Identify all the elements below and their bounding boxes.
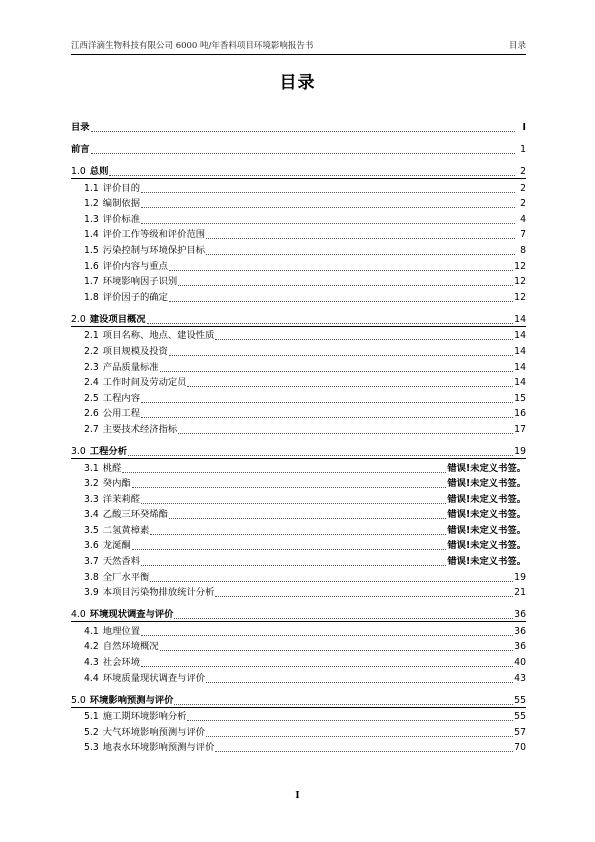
toc-entry-number: 2.7 [84,423,99,435]
toc-section-entry[interactable] [71,288,526,304]
toc-entry-page: 8 [520,244,526,256]
toc-entry-number: 4.1 [84,625,99,637]
toc-entry-page: 错误!未定义书签。 [447,540,526,552]
toc-entry-label: 公用工程 [102,408,140,420]
toc-section-entry[interactable] [71,195,526,211]
toc-entry-label: 洋茉莉醛 [102,493,140,505]
toc-section-entry[interactable] [71,537,526,553]
toc-entry-page: 14 [514,313,526,325]
toc-dot-leader [147,312,514,324]
toc-entry-number: 2.4 [84,377,99,389]
toc-entry-label: 施工期环境影响分析 [102,711,187,723]
toc-entry-number: 5.0 [71,694,86,706]
page-title: 目录 [279,73,316,93]
toc-entry-page: 57 [514,726,526,738]
toc-section-entry[interactable] [71,420,526,436]
toc-entry-label: 环境影响预测与评价 [89,694,174,706]
toc-section-entry[interactable] [71,358,526,374]
toc-entry-number: 2.3 [84,361,99,373]
toc-section-entry[interactable] [71,568,526,584]
toc-entry-label: 评价因子的确定 [102,291,168,303]
toc-section-entry[interactable] [71,521,526,537]
toc-entry-number: 3.7 [84,556,99,568]
toc-entry-number: 1.0 [71,166,86,177]
toc-entry-number: 3.0 [71,445,86,457]
toc-entry-page: 15 [514,392,526,404]
toc-entry-number: 1.1 [84,182,99,194]
toc-dot-leader [91,120,515,132]
toc-dot-leader [174,607,513,619]
toc-dot-leader [141,554,446,566]
toc-entry-page: 错误!未定义书签。 [447,509,526,521]
toc-entry-number: 2.1 [84,330,99,342]
toc-entry-label: 工程内容 [102,392,140,404]
header-document-title: 江西洋滴生物科技有限公司 6000 吨/年香料项目环境影响报告书 [71,41,314,51]
toc-entry-label: 环境影响因子识别 [102,276,178,288]
toc-entry-page: 7 [520,229,526,241]
toc-entry-page: 12 [514,260,526,272]
toc-section-entry[interactable] [71,257,526,273]
toc-entry-page: 36 [514,641,526,653]
page-number: I [295,791,300,801]
toc-entry-label: 乙酸三环癸烯酯 [102,509,168,521]
toc-entry-number: 3.5 [84,524,99,536]
toc-dot-leader [150,523,446,535]
toc-entry-number: 1.2 [84,198,99,210]
toc-dot-leader [215,585,513,597]
toc-chapter-entry[interactable] [71,440,526,459]
toc-dot-leader [206,671,513,683]
toc-entry-label: 主要技术经济指标 [102,423,178,435]
toc-entry-label: 污染控制与环境保护目标 [102,244,206,256]
toc-entry-page: 14 [514,377,526,389]
toc-entry-label: 环境质量现状调查与评价 [102,672,206,684]
toc-dot-leader [178,274,513,286]
toc-entry-label: 工程分析 [89,445,127,457]
toc-dot-leader [141,655,513,667]
toc-entry-label: 项目规模及投资 [102,345,168,357]
toc-dot-leader [206,227,515,239]
toc-entry-label: 天然香料 [102,556,140,568]
toc-entry-page: 14 [514,330,526,342]
toc-dot-leader [141,492,446,504]
toc-dot-leader [169,259,513,271]
toc-entry-page: 16 [514,408,526,420]
toc-entry-page: 错误!未定义书签。 [447,462,526,474]
toc-section-entry[interactable] [71,669,526,685]
toc-dot-leader [169,344,513,356]
toc-chapter-entry[interactable] [71,603,526,622]
toc-dot-leader [91,142,515,154]
toc-entry-number: 2.5 [84,392,99,404]
toc-entry-number: 3.1 [84,462,99,474]
toc-dot-leader [109,164,515,176]
toc-section-entry[interactable] [71,739,526,755]
toc-entry-page: 40 [514,657,526,669]
toc-entry-page: 55 [514,711,526,723]
page-header [71,40,526,55]
toc-entry-label: 大气环境影响预测与评价 [102,726,206,738]
toc-entry-page: 2 [520,198,526,210]
toc-entry-number: 5.1 [84,711,99,723]
toc-section-entry[interactable] [71,374,526,390]
toc-entry-page: 17 [514,423,526,435]
toc-section-entry[interactable] [71,708,526,724]
toc-entry-number: 4.3 [84,657,99,669]
toc-dot-leader [178,422,513,434]
toc-entry-label: 自然环境概况 [102,641,159,653]
toc-entry-number: 3.8 [84,571,99,583]
toc-section-entry[interactable] [71,459,526,475]
toc-entry-number: 3.4 [84,509,99,521]
toc-entry-page: 14 [514,361,526,373]
toc-dot-leader [215,328,513,340]
toc-dot-leader [206,243,515,255]
toc-entry-page: 12 [514,276,526,288]
toc-dot-leader [141,212,515,224]
toc-entry-label: 编制依据 [102,198,140,210]
toc-entry-label: 前言 [71,144,90,155]
toc-dot-leader [160,639,514,651]
toc-section-entry[interactable] [71,241,526,257]
toc-entry-number: 3.3 [84,493,99,505]
toc-entry-number: 4.2 [84,641,99,653]
toc-entry-page: 19 [514,571,526,583]
toc-entry-label: 评价目的 [102,182,140,194]
toc-entry-label: 二氢黄樟素 [102,524,150,536]
toc-entry-number: 4.0 [71,609,86,621]
toc-chapter-entry[interactable] [71,116,526,134]
toc-dot-leader [150,570,513,582]
toc-section-entry[interactable] [71,506,526,522]
toc-section-entry[interactable] [71,405,526,421]
toc-entry-page: 55 [514,694,526,706]
toc-section-entry[interactable] [71,552,526,568]
toc-entry-number: 1.8 [84,291,99,303]
toc-entry-number: 5.2 [84,726,99,738]
toc-dot-leader [122,461,446,473]
toc-entry-label: 建设项目概况 [89,313,146,325]
toc-entry-page: I [522,122,526,133]
toc-entry-number: 1.5 [84,244,99,256]
toc-dot-leader [160,360,514,372]
toc-entry-label: 产品质量标准 [102,361,159,373]
toc-entry-page: 错误!未定义书签。 [447,524,526,536]
toc-section-entry[interactable] [71,584,526,600]
toc-entry-label: 评价标准 [102,213,140,225]
toc-entry-label: 地表水环境影响预测与评价 [102,742,215,754]
toc-dot-leader [169,290,513,302]
toc-section-entry[interactable] [71,342,526,358]
toc-section-entry[interactable] [71,653,526,669]
toc-entry-number: 3.6 [84,540,99,552]
toc-entry-number: 2.2 [84,345,99,357]
toc-dot-leader [187,375,513,387]
toc-entry-label: 总则 [89,166,109,177]
table-of-contents [71,112,526,754]
toc-section-entry[interactable] [71,622,526,638]
toc-entry-label: 地理位置 [102,625,140,637]
toc-section-entry[interactable] [71,389,526,405]
toc-section-entry[interactable] [71,226,526,242]
toc-dot-leader [141,196,515,208]
toc-dot-leader [215,740,513,752]
toc-section-entry[interactable] [71,210,526,226]
toc-entry-page: 错误!未定义书签。 [447,478,526,490]
toc-chapter-entry[interactable] [71,308,526,327]
toc-section-entry[interactable] [71,638,526,654]
toc-dot-leader [132,476,447,488]
toc-dot-leader [132,538,447,550]
toc-entry-label: 目录 [71,122,90,133]
toc-chapter-entry[interactable] [71,160,526,179]
toc-entry-page: 43 [514,672,526,684]
toc-entry-page: 1 [520,144,526,155]
toc-entry-page: 12 [514,291,526,303]
toc-entry-label: 评价内容与重点 [102,260,168,272]
toc-section-entry[interactable] [71,179,526,195]
toc-entry-label: 癸内酯 [102,478,131,490]
toc-dot-leader [141,624,513,636]
toc-entry-number: 1.7 [84,276,99,288]
toc-entry-number: 1.3 [84,213,99,225]
toc-dot-leader [128,444,513,456]
toc-section-entry[interactable] [71,475,526,491]
toc-entry-number: 1.6 [84,260,99,272]
toc-dot-leader [169,507,446,519]
toc-entry-number: 3.9 [84,587,99,599]
toc-entry-page: 错误!未定义书签。 [447,493,526,505]
toc-chapter-entry[interactable] [71,138,526,156]
toc-chapter-entry[interactable] [71,689,526,708]
toc-entry-page: 19 [514,445,526,457]
toc-dot-leader [141,181,515,193]
toc-entry-page: 36 [514,609,526,621]
toc-entry-page: 2 [520,166,526,177]
toc-entry-number: 3.2 [84,478,99,490]
toc-entry-number: 4.4 [84,672,99,684]
toc-section-entry[interactable] [71,327,526,343]
toc-entry-label: 工作时间及劳动定员 [102,377,187,389]
toc-entry-label: 项目名称、地点、建设性质 [102,330,215,342]
toc-dot-leader [174,693,513,705]
toc-dot-leader [187,709,513,721]
toc-dot-leader [141,406,513,418]
toc-entry-page: 4 [520,213,526,225]
toc-entry-page: 2 [520,182,526,194]
toc-entry-page: 错误!未定义书签。 [447,556,526,568]
toc-section-entry[interactable] [71,273,526,289]
toc-entry-number: 5.3 [84,742,99,754]
toc-entry-page: 70 [514,742,526,754]
toc-entry-page: 21 [514,587,526,599]
toc-entry-label: 评价工作等级和评价范围 [102,229,206,241]
toc-section-entry[interactable] [71,723,526,739]
toc-entry-number: 2.0 [71,313,86,325]
toc-entry-label: 桃醛 [102,462,122,474]
toc-entry-label: 本项目污染物排放统计分析 [102,587,215,599]
toc-entry-label: 龙涎酮 [102,540,131,552]
toc-entry-page: 36 [514,625,526,637]
toc-dot-leader [141,391,513,403]
toc-entry-label: 全厂水平衡 [102,571,150,583]
toc-dot-leader [206,725,513,737]
toc-entry-number: 2.6 [84,408,99,420]
header-section-name: 目录 [508,41,526,51]
toc-entry-label: 环境现状调查与评价 [89,609,174,621]
toc-section-entry[interactable] [71,490,526,506]
toc-entry-label: 社会环境 [102,657,140,669]
toc-entry-number: 1.4 [84,229,99,241]
toc-entry-page: 14 [514,345,526,357]
